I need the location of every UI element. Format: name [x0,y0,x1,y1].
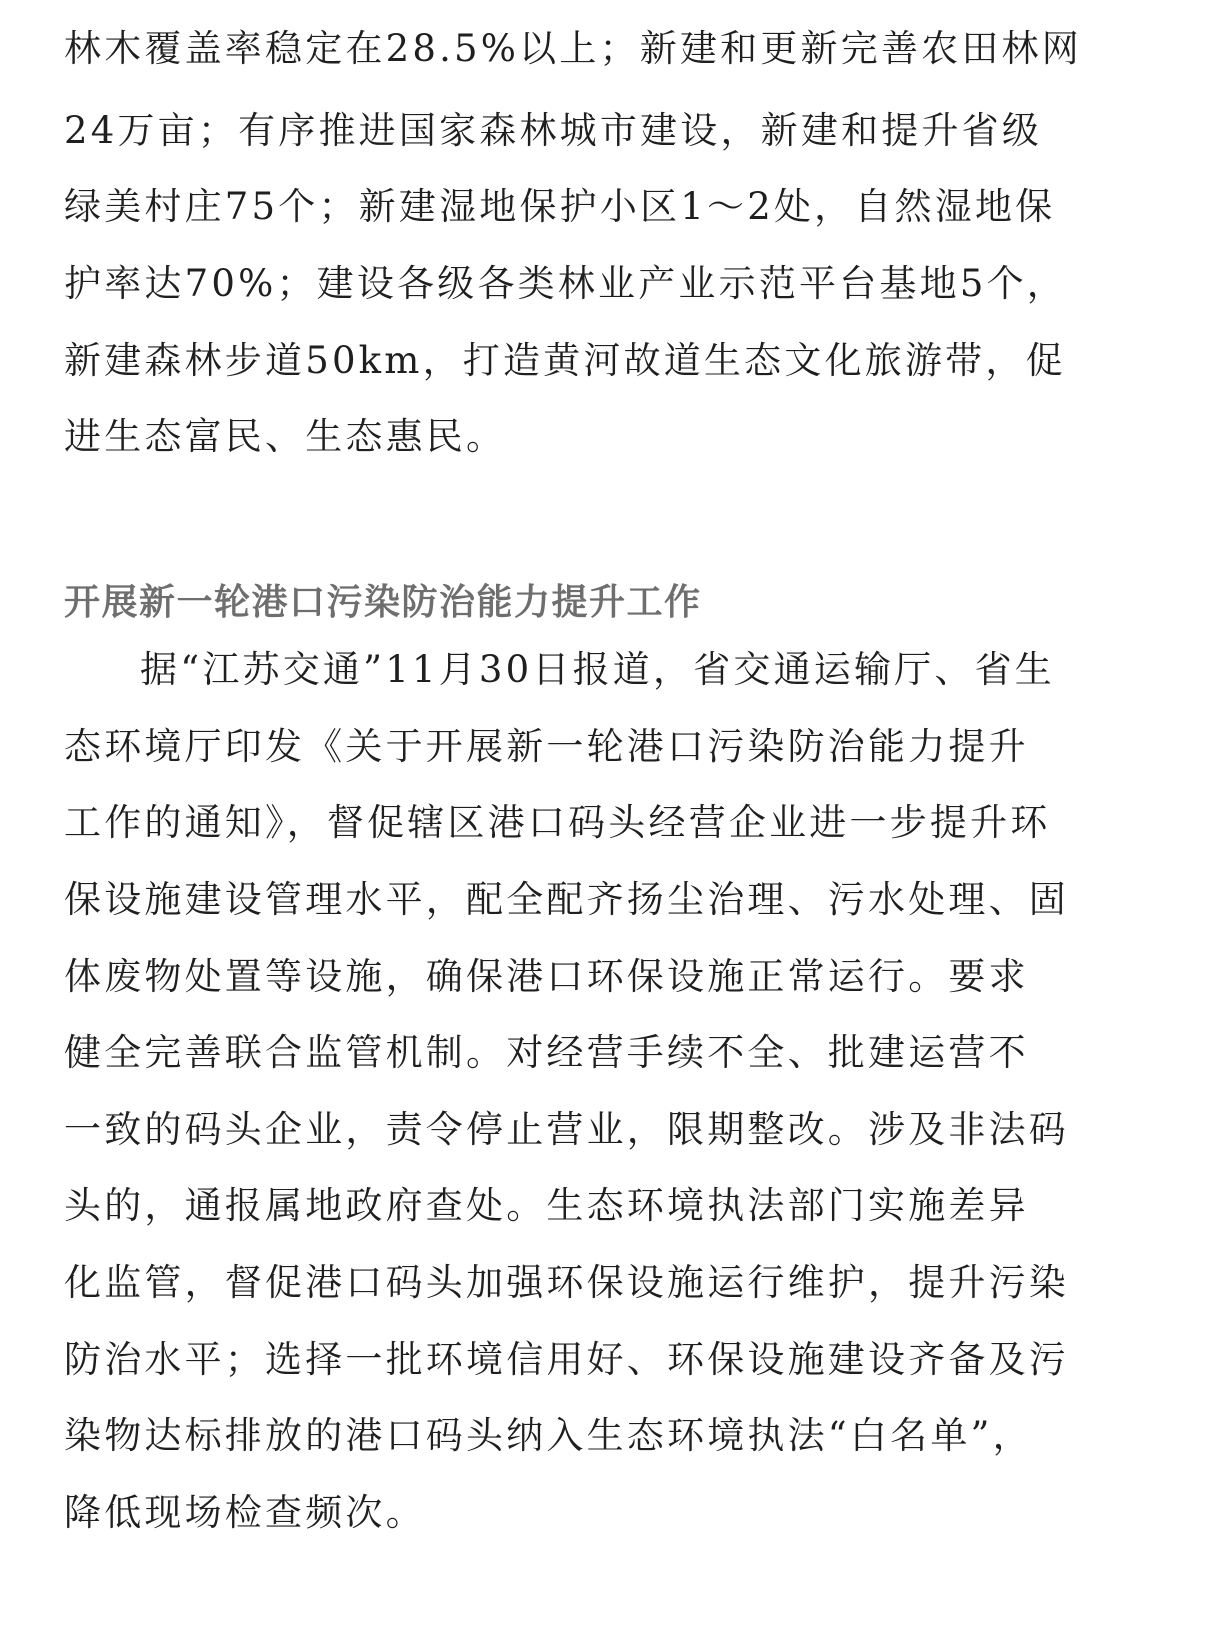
paragraph-line: 工作的通知》，督促辖区港口码头经营企业进一步提升环 [64,801,1051,844]
paragraph-line: 防治水平；选择一批环境信用好、环保设施建设齐备及污 [64,1338,1069,1381]
paragraph-line: 护率达70%；建设各级各类林业产业示范平台基地5个， [64,262,1067,305]
paragraph-line: 降低现场检查频次。 [64,1491,426,1534]
paragraph-line: 24万亩；有序推进国家森林城市建设，新建和提升省级 [64,109,1043,152]
paragraph-line: 染物达标排放的港口码头纳入生态环境执法“白名单”， [64,1414,1033,1457]
paragraph-line: 态环境厅印发《关于开展新一轮港口污染防治能力提升 [64,725,1029,768]
paragraph-line: 进生态富民、生态惠民。 [64,415,507,458]
section-heading: 开展新一轮港口污染防治能力提升工作 [64,582,702,623]
paragraph-line: 保设施建设管理水平，配全配齐扬尘治理、污水处理、固 [64,878,1069,921]
paragraph-line: 头的，通报属地政府查处。生态环境执法部门实施差异 [64,1184,1029,1227]
paragraph-line: 健全完善联合监管机制。对经营手续不全、批建运营不 [64,1031,1029,1074]
paragraph-line: 化监管，督促港口码头加强环保设施运行维护，提升污染 [64,1261,1069,1304]
paragraph-line: 新建森林步道50km，打造黄河故道生态文化旅游带，促 [64,339,1066,382]
paragraph-line: 一致的码头企业，责令停止营业，限期整改。涉及非法码 [64,1108,1069,1151]
paragraph-line: 体废物处置等设施，确保港口环保设施正常运行。要求 [64,955,1029,998]
paragraph-line: 林木覆盖率稳定在28.5%以上；新建和更新完善农田林网 [64,27,1082,70]
paragraph-line: 绿美村庄75个；新建湿地保护小区1～2处，自然湿地保 [64,185,1056,228]
paragraph-line: 据“江苏交通”11月30日报道，省交通运输厅、省生 [140,648,1055,691]
